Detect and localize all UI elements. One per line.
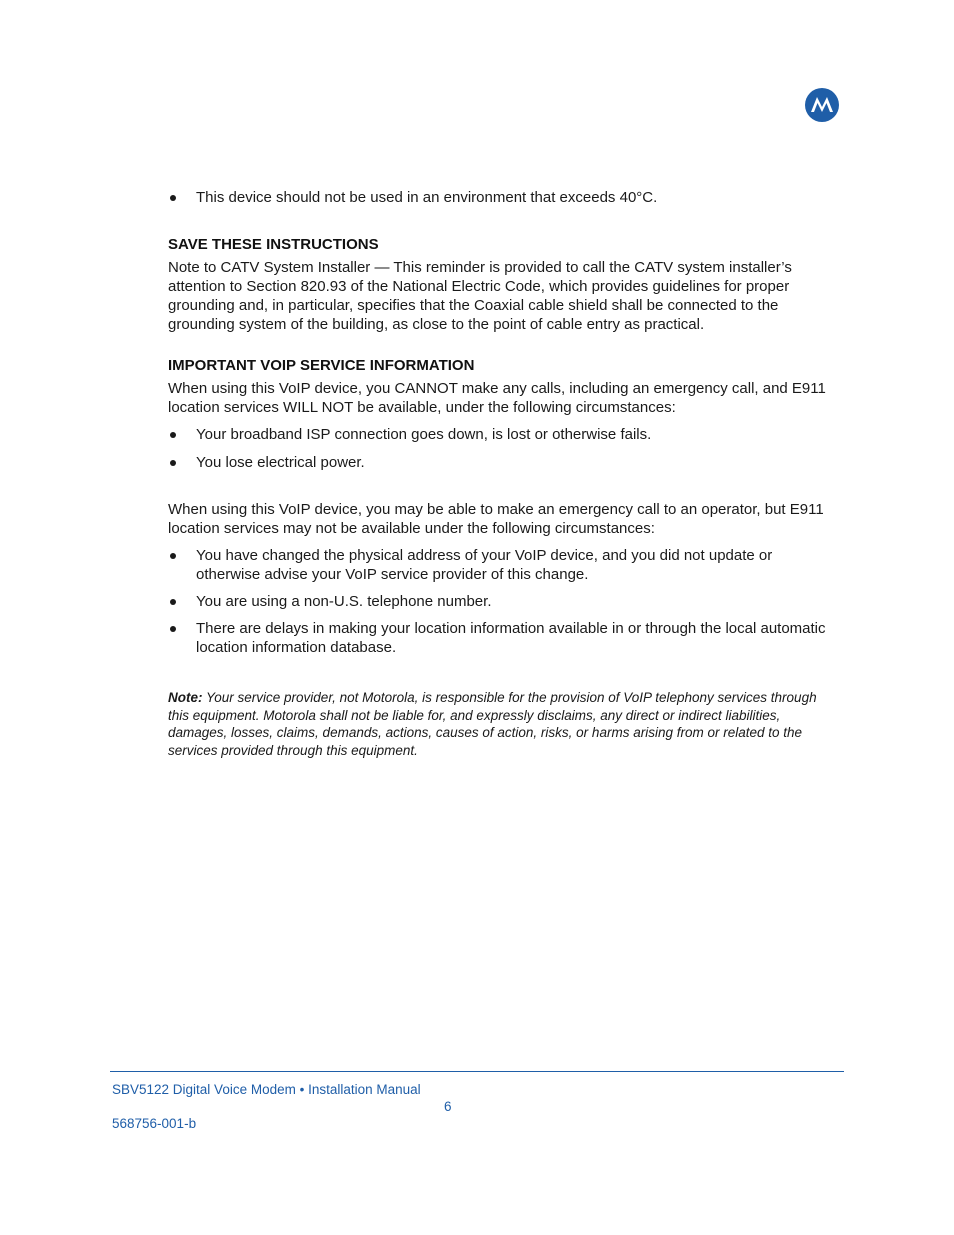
paragraph: When using this VoIP device, you CANNOT make any calls, including an emergency call, and E911 location services WILL NOT be available, under the following circumstances: <box>168 380 826 416</box>
list-item: There are delays in making your location information available in or through the local automatic location information database. <box>168 619 828 657</box>
section-heading: IMPORTANT VOIP SERVICE INFORMATION <box>168 357 475 374</box>
page-number: 6 <box>444 1099 452 1114</box>
section-heading: SAVE THESE INSTRUCTIONS <box>168 236 379 253</box>
footer-title: SBV5122 Digital Voice Modem • Installation Manual <box>112 1082 421 1097</box>
list-item: You have changed the physical address of your VoIP device, and you did not update or otherwise advise your VoIP service provider of this change. <box>168 546 828 584</box>
motorola-logo-icon <box>805 88 839 122</box>
list-item: You lose electrical power. <box>168 453 828 472</box>
paragraph: When using this VoIP device, you may be able to make an emergency call to an operator, but E911 location services may not be available under the following circumstances: <box>168 501 824 537</box>
document-number: 568756-001-b <box>112 1116 197 1131</box>
note-paragraph <box>168 689 828 759</box>
list-item: Your broadband ISP connection goes down, is lost or otherwise fails. <box>168 425 828 444</box>
list-item: You are using a non-U.S. telephone number. <box>168 592 828 611</box>
note-text: Your service provider, not Motorola, is responsible for the provision of VoIP telephony services through this equipment. Motorola shall not be liable for, and expressly disclaims, any direct or indirect liabilities, damages, losses, claims, demands, actions, causes of action, risks, or harms arising from or related to the services provided through this equipment. <box>168 690 817 758</box>
note-label: Note: <box>168 690 203 705</box>
footer-divider <box>110 1071 844 1072</box>
paragraph: Note to CATV System Installer — This reminder is provided to call the CATV system installer’s attention to Section 820.93 of the National Electric Code, which provides guidelines for proper grounding and, in particular, specifies that the Coaxial cable shield shall be connected to the grounding system of the building, as close to the point of cable entry as practical. <box>168 259 792 333</box>
list-item: This device should not be used in an environment that exceeds 40°C. <box>168 188 828 207</box>
page-content <box>168 188 828 759</box>
